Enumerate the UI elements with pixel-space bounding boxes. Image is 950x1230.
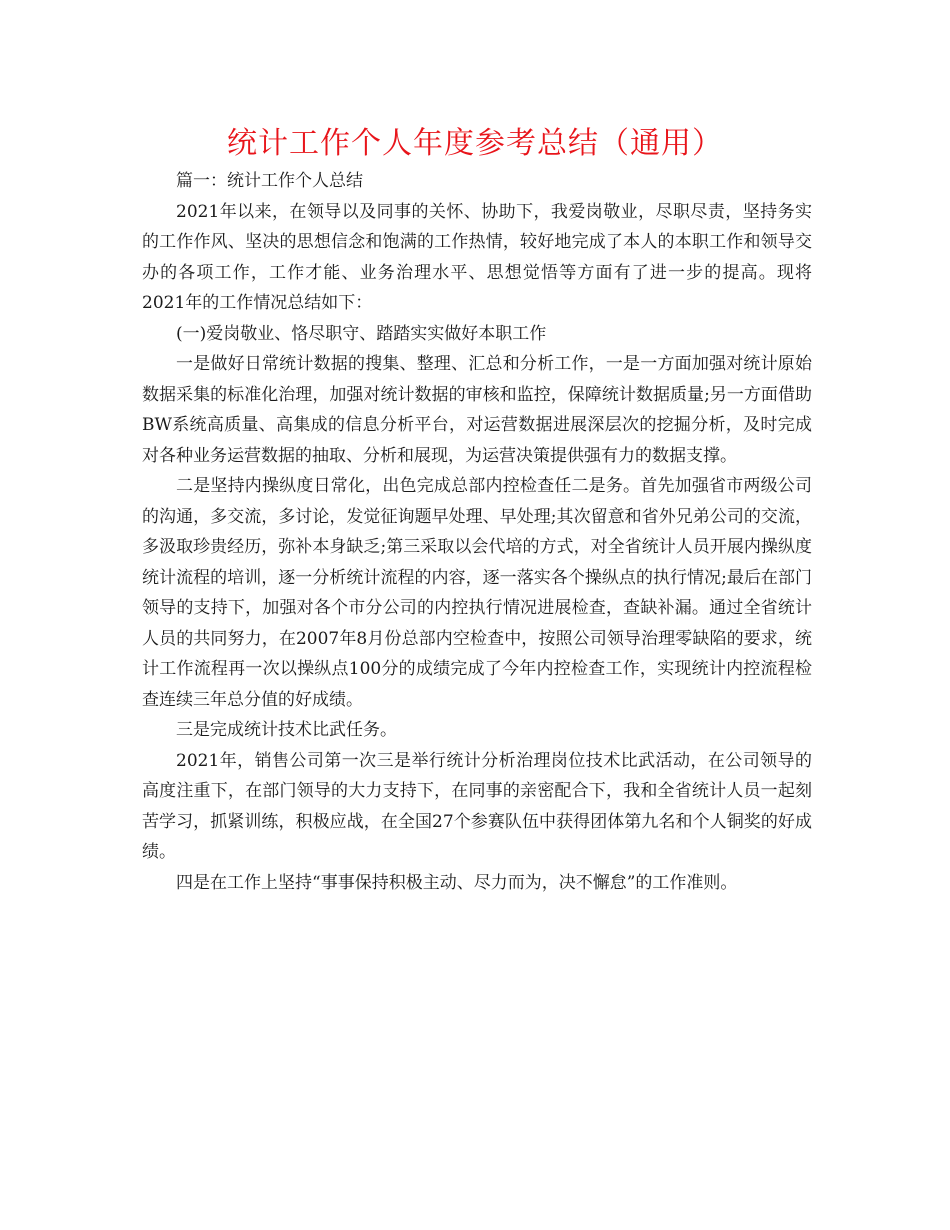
section-heading-1: (一)爱岗敬业、恪尽职守、踏踏实实做好本职工作 <box>176 323 547 344</box>
section-heading-part-one: 篇一：统计工作个人总结 <box>176 171 363 191</box>
document-title: 统计工作个人年度参考总结（通用） <box>227 126 723 161</box>
paragraph-point-4: 四是在工作上坚持“事事保持积极主动、尽力而为，决不懈怠”的工作准则。 <box>176 872 738 893</box>
paragraph-intro: 2021年以来，在领导以及同事的关怀、协助下，我爱岗敬业，尽职尽责，坚持务实的工作作风、坚决的思想信念和饱满的工作热情，较好地完成了本人的本职工作和领导交办的各项工作，工作才能、业务治理水平、思想觉悟等方面有了进一步的提高。现将2021年的工作情况总结如下： <box>142 201 812 313</box>
paragraph-point-1: 一是做好日常统计数据的搜集、整理、汇总和分析工作，一是一方面加强对统计原始数据采集的标准化治理，加强对统计数据的审核和监控，保障统计数据质量;另一方面借助BW系统高质量、高集成的信息分析平台，对运营数据进展深层次的挖掘分析，及时完成对各种业务运营数据的抽取、分析和展现，为运营决策提供强有力的数据支撑。 <box>142 354 812 466</box>
paragraph-point-3-heading: 三是完成统计技术比武任务。 <box>176 720 397 740</box>
paragraph-point-2: 二是坚持内操纵度日常化，出色完成总部内控检查任二是务。首先加强省市两级公司的沟通，多交流，多讨论，发觉征询题早处理、早处理;其次留意和省外兄弟公司的交流，多汲取珍贵经历，弥补本身缺乏;第三采取以会代培的方式，对全省统计人员开展内操纵度统计流程的培训，逐一分析统计流程的内容，逐一落实各个操纵点的执行情况;最后在部门领导的支持下，加强对各个市分公司的内控执行情况进展检查，查缺补漏。通过全省统计人员的共同努力，在2007年8月份总部内空检查中，按照公司领导治理零缺陷的要求，统计工作流程再一次以操纵点100分的成绩完成了今年内控检查工作，实现统计内控流程检查连续三年总分值的好成绩。 <box>142 476 812 710</box>
document-body <box>142 166 812 898</box>
paragraph-point-3-detail: 2021年，销售公司第一次三是举行统计分析治理岗位技术比武活动，在公司领导的高度注重下，在部门领导的大力支持下，在同事的亲密配合下，我和全省统计人员一起刻苦学习，抓紧训练，积极应战，在全国27个参赛队伍中获得团体第九名和个人铜奖的好成绩。 <box>142 750 812 862</box>
